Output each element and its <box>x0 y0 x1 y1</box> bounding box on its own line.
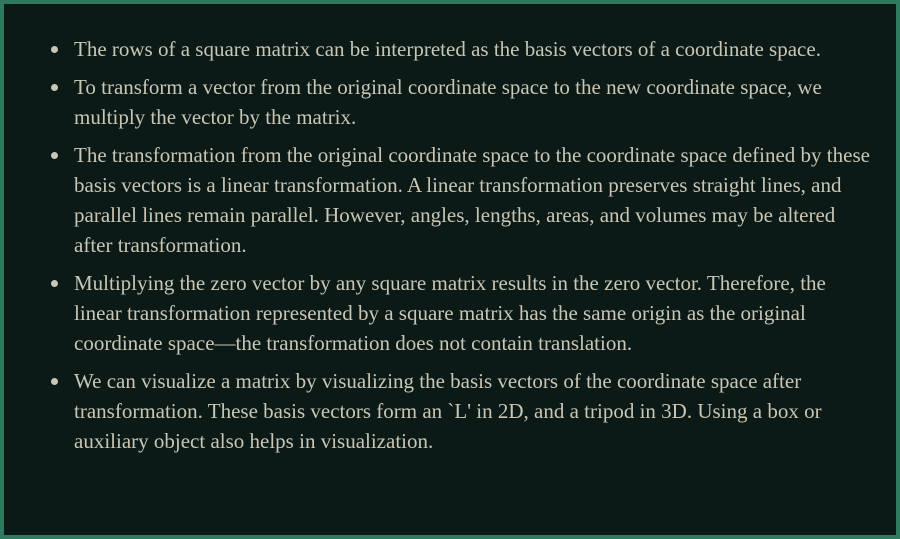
bullet-dot-icon <box>51 152 58 159</box>
list-item-text: We can visualize a matrix by visualizing the basis vectors of the coordinate space after transformation. These basis vectors form an `L' in 2D, and a tripod in 3D. Using a box or auxiliary object also helps in visualization. <box>74 369 822 453</box>
list-item-text: Multiplying the zero vector by any square matrix results in the zero vector. Therefore, the linear transformation represented by a square matrix has the same origin as the original coordinate space—the transformation does not contain translation. <box>74 271 826 355</box>
list-item-text: The rows of a square matrix can be interpreted as the basis vectors of a coordinate space. <box>74 37 821 61</box>
bullet-dot-icon <box>51 378 58 385</box>
bullet-dot-icon <box>51 46 58 53</box>
list-item <box>48 72 876 132</box>
bullet-list <box>48 34 876 456</box>
list-item-text: To transform a vector from the original coordinate space to the new coordinate space, we multiply the vector by the matrix. <box>74 75 822 129</box>
list-item <box>48 34 876 64</box>
bullet-dot-icon <box>51 84 58 91</box>
list-item-text: The transformation from the original coordinate space to the coordinate space defined by these basis vectors is a linear transformation. A linear transformation preserves straight lines, and parallel lines remain parallel. However, angles, lengths, areas, and volumes may be altered after transformation. <box>74 143 870 257</box>
bullet-dot-icon <box>51 280 58 287</box>
list-item <box>48 366 876 456</box>
list-item <box>48 268 876 358</box>
list-item <box>48 140 876 260</box>
